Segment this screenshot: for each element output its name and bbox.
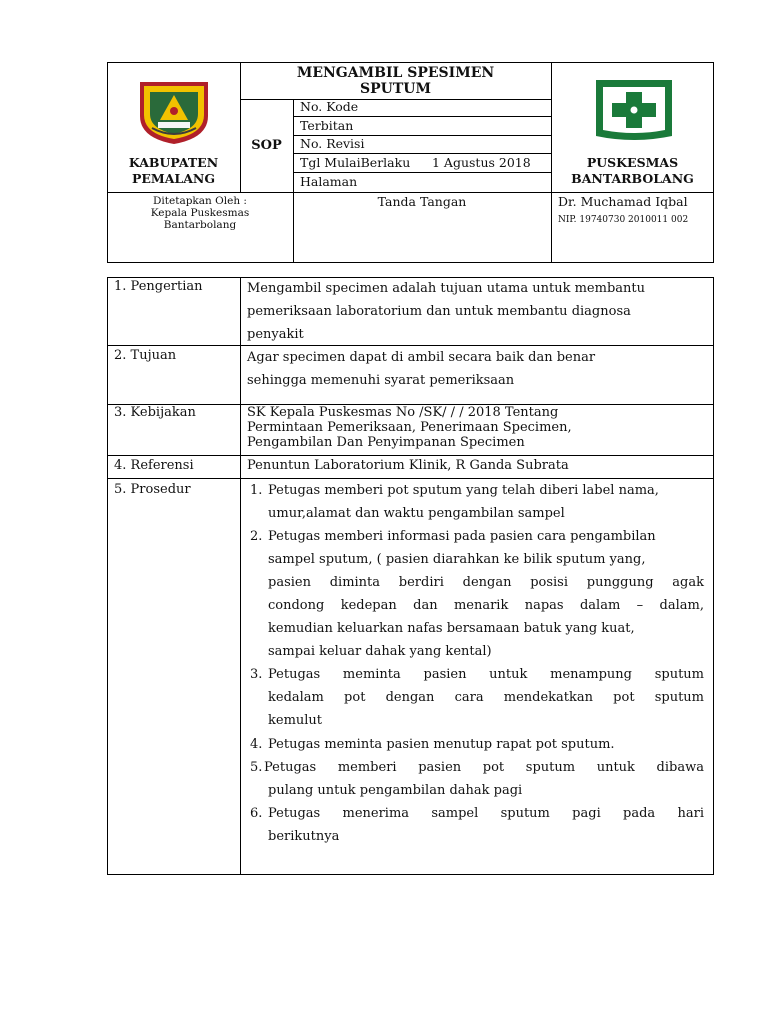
step-5-line1: Petugas memberi pasien pot sputum untuk dibawa [264, 760, 704, 775]
step-number: 1. [250, 483, 263, 498]
step-number: 5. [250, 760, 263, 775]
step-5-line2: pulang untuk pengambilan dahak pagi [268, 783, 523, 798]
tujuan-line2: sehingga memenuhi syarat pemeriksaan [247, 373, 515, 388]
field-no-revisi: No. Revisi [300, 136, 365, 151]
field-halaman: Halaman [300, 174, 358, 189]
ditetapkan-line2: Kepala Puskesmas [150, 207, 250, 219]
row-label-kebijakan: 3. Kebijakan [114, 405, 196, 420]
puskesmas-logo [590, 74, 678, 146]
pemalang-crest-logo [136, 78, 212, 146]
step-2-line6: sampai keluar dahak yang kental) [268, 644, 492, 659]
right-org-line2: BANTARBOLANG [571, 171, 694, 186]
crest-shield-icon [136, 78, 212, 146]
step-3-line2: kedalam pot dengan cara mendekatkan pot sputum [268, 690, 704, 705]
row-label-pengertian: 1. Pengertian [114, 279, 203, 294]
puskesmas-cross-icon [590, 74, 678, 146]
step-3-line1: Petugas meminta pasien untuk menampung sputum [268, 667, 704, 682]
step-number: 4. [250, 737, 263, 752]
signer-name: Dr. Muchamad Iqbal [558, 194, 688, 209]
left-org-line1: KABUPATEN [128, 155, 219, 170]
step-number: 2. [250, 529, 263, 544]
step-6-line2: berikutnya [268, 829, 340, 844]
sop-label: SOP [251, 138, 282, 153]
doc-title-line2: SPUTUM [360, 81, 431, 97]
step-1-line2: umur,alamat dan waktu pengambilan sampel [268, 506, 565, 521]
step-6-line1: Petugas menerima sampel sputum pagi pada hari [268, 806, 704, 821]
ditetapkan-line3: Bantarbolang [163, 219, 237, 231]
field-no-kode: No. Kode [300, 99, 359, 114]
tanda-tangan-label: Tanda Tangan [377, 194, 467, 209]
step-3-line3: kemulut [268, 713, 323, 728]
ditetapkan-line1: Ditetapkan Oleh : [153, 195, 247, 207]
doc-title-line1: MENGAMBIL SPESIMEN [296, 65, 495, 81]
step-2-line1: Petugas memberi informasi pada pasien cara pengambilan [268, 529, 656, 544]
step-2-line2: sampel sputum, ( pasien diarahkan ke bilik sputum yang, [268, 552, 646, 567]
step-1-line1: Petugas memberi pot sputum yang telah diberi label nama, [268, 483, 659, 498]
row-label-prosedur: 5. Prosedur [114, 482, 191, 497]
step-2-line5: kemudian keluarkan nafas bersamaan batuk yang kuat, [268, 621, 635, 636]
kebijakan-line2: Permintaan Pemeriksaan, Penerimaan Specimen, [247, 420, 572, 435]
row-label-tujuan: 2. Tujuan [114, 348, 177, 363]
step-number: 6. [250, 806, 263, 821]
left-org-line2: PEMALANG [131, 171, 216, 186]
signer-nip: NIP. 19740730 2010011 002 [558, 215, 689, 225]
kebijakan-line3: Pengambilan Dan Penyimpanan Specimen [247, 435, 525, 450]
step-2-line3: pasien diminta berdiri dengan posisi punggung agak [268, 575, 704, 590]
pengertian-line2: pemeriksaan laboratorium dan untuk membantu diagnosa [247, 304, 631, 319]
row-label-referensi: 4. Referensi [114, 458, 194, 473]
step-number: 3. [250, 667, 263, 682]
step-4-line1: Petugas meminta pasien menutup rapat pot sputum. [268, 737, 615, 752]
pengertian-line1: Mengambil specimen adalah tujuan utama untuk membantu [247, 281, 645, 296]
field-tgl-value: 1 Agustus 2018 [432, 155, 531, 170]
tujuan-line1: Agar specimen dapat di ambil secara baik dan benar [247, 350, 596, 365]
step-2-line4: condong kedepan dan menarik napas dalam – dalam, [268, 598, 704, 613]
pengertian-line3: penyakit [247, 327, 304, 342]
kebijakan-line1: SK Kepala Puskesmas No /SK/ / / 2018 Tentang [247, 405, 559, 420]
field-terbitan: Terbitan [300, 118, 354, 133]
referensi-text: Penuntun Laboratorium Klinik, R Ganda Subrata [247, 458, 569, 473]
field-tgl-label: Tgl MulaiBerlaku [300, 155, 411, 170]
right-org-line1: PUSKESMAS [586, 155, 679, 170]
